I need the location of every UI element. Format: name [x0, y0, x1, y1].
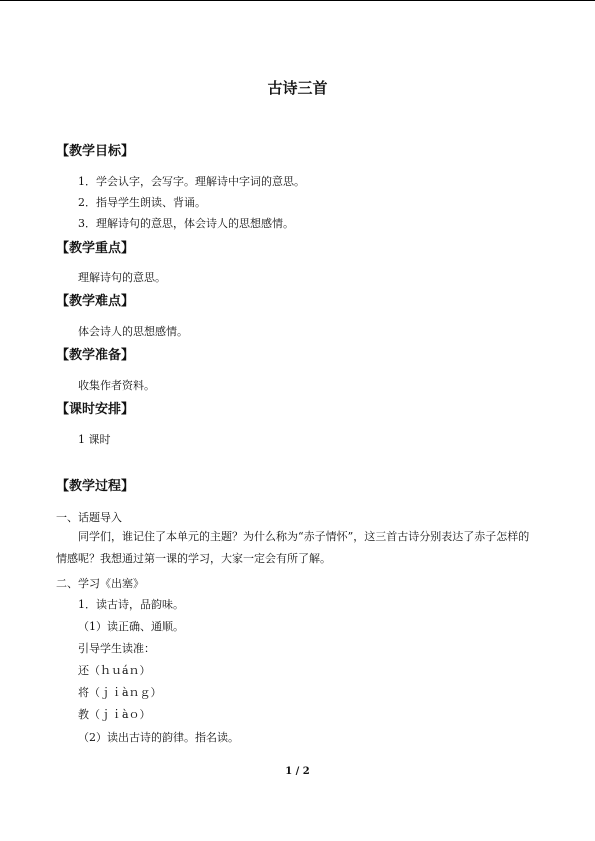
heading-schedule: 【课时安排】: [56, 402, 135, 417]
goal-item-3: 3．理解诗句的意思，体会诗人的思想感情。: [78, 217, 294, 230]
pinyin-item-1: 还（ｈｕáｎ）: [78, 664, 151, 677]
pinyin-item-2: 将（ｊｉàｎｇ）: [78, 686, 162, 699]
pinyin-item-3: 教（ｊｉàｏ）: [78, 708, 151, 721]
heading-teaching-goals: 【教学目标】: [56, 144, 135, 159]
process-step-1-1: （1）读正确、通顺。: [78, 620, 184, 633]
heading-preparation: 【教学准备】: [56, 348, 135, 363]
difficulties-text: 体会诗人的思想感情。: [78, 325, 188, 338]
document-title: 古诗三首: [267, 79, 328, 97]
process-part2-title: 二、学习《出塞》: [56, 577, 144, 590]
heading-teaching-process: 【教学过程】: [56, 479, 135, 494]
key-points-text: 理解诗句的意思。: [78, 271, 166, 284]
goal-item-1: 1．学会认字，会写字。理解诗中字词的意思。: [78, 175, 305, 188]
process-step-1: 1．读古诗，品韵味。: [78, 598, 184, 611]
heading-difficulties: 【教学难点】: [56, 294, 135, 309]
process-part1-paragraph: 同学们，谁记住了本单元的主题？为什么称为“赤子情怀”，这三首古诗分别表达了赤子怎样的情感呢？我想通过第一课的学习，大家一定会有所了解。: [56, 530, 530, 565]
goal-item-2: 2．指导学生朗读、背诵。: [78, 196, 206, 209]
schedule-text: 1 课时: [78, 433, 111, 446]
process-part1-title: 一、话题导入: [56, 511, 122, 524]
page-number: 1 / 2: [285, 766, 310, 777]
heading-key-points: 【教学重点】: [56, 241, 135, 256]
preparation-text: 收集作者资料。: [78, 379, 155, 392]
process-step-1-2: （2）读出古诗的韵律。指名读。: [78, 731, 239, 744]
process-guide: 引导学生读准：: [78, 642, 155, 655]
top-border-line: [0, 0, 595, 1]
